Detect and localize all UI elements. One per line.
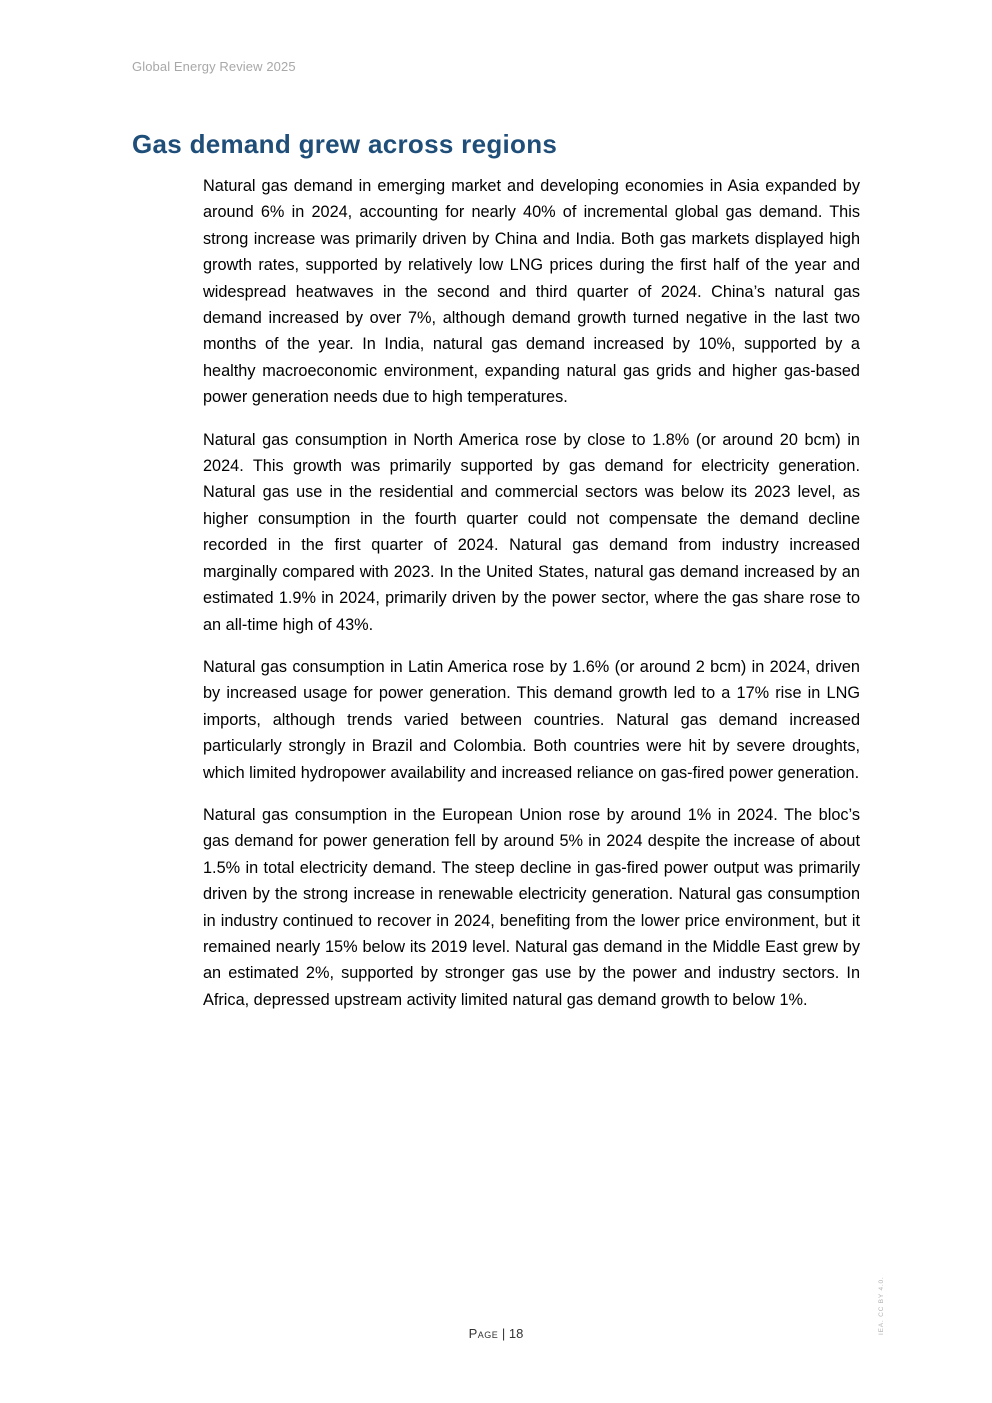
license-notice: IEA. CC BY 4.0. [878, 1276, 885, 1335]
section-title: Gas demand grew across regions [132, 129, 558, 159]
running-header: Global Energy Review 2025 [132, 59, 296, 74]
page-separator: | [501, 1326, 506, 1341]
page-label: Page [468, 1326, 499, 1341]
page-number-value: 18 [508, 1326, 524, 1341]
page-number [0, 1326, 992, 1341]
paragraph-latin-america: Natural gas consumption in Latin America rose by 1.6% (or around 2 bcm) in 2024, driven by increased usage for power generation. This demand growth led to a 17% rise in LNG imports, although trends varied between countries. Natural gas demand increased particularly strongly in Brazil and Colombia. Both countries were hit by severe droughts, which limited hydropower availability and increased reliance on gas-fired power generation. [203, 657, 860, 782]
body-text [203, 173, 860, 1029]
paragraph-european-union: Natural gas consumption in the European Union rose by around 1% in 2024. The bloc’s gas demand for power generation fell by around 5% in 2024 despite the increase of about 1.5% in total electricity demand. The steep decline in gas-fired power output was primarily driven by the strong increase in renewable electricity generation. Natural gas consumption in industry continued to recover in 2024, benefiting from the lower price environment, but it remained nearly 15% below its 2019 level. Natural gas demand in the Middle East grew by an estimated 2%, supported by stronger gas use by the power and industry sectors. In Africa, depressed upstream activity limited natural gas demand growth to below 1%. [203, 805, 860, 1009]
paragraph-asia: Natural gas demand in emerging market and developing economies in Asia expanded by around 6% in 2024, accounting for nearly 40% of incremental global gas demand. This strong increase was primarily driven by China and India. Both gas markets displayed high growth rates, supported by relatively low LNG prices during the first half of the year and widespread heatwaves in the second and third quarter of 2024. China’s natural gas demand increased by over 7%, although demand growth turned negative in the last two months of the year. In India, natural gas demand increased by 10%, supported by a healthy macroeconomic environment, expanding natural gas grids and higher gas-based power generation needs due to high temperatures. [203, 177, 860, 407]
paragraph-north-america: Natural gas consumption in North America rose by close to 1.8% (or around 20 bcm) in 2024. This growth was primarily supported by gas demand for electricity generation. Natural gas use in the residential and commercial sectors was below its 2023 level, as higher consumption in the fourth quarter could not compensate the demand decline recorded in the first quarter of 2024. Natural gas demand from industry increased marginally compared with 2023. In the United States, natural gas demand increased by an estimated 1.9% in 2024, primarily driven by the power sector, where the gas share rose to an all-time high of 43%. [203, 430, 860, 634]
